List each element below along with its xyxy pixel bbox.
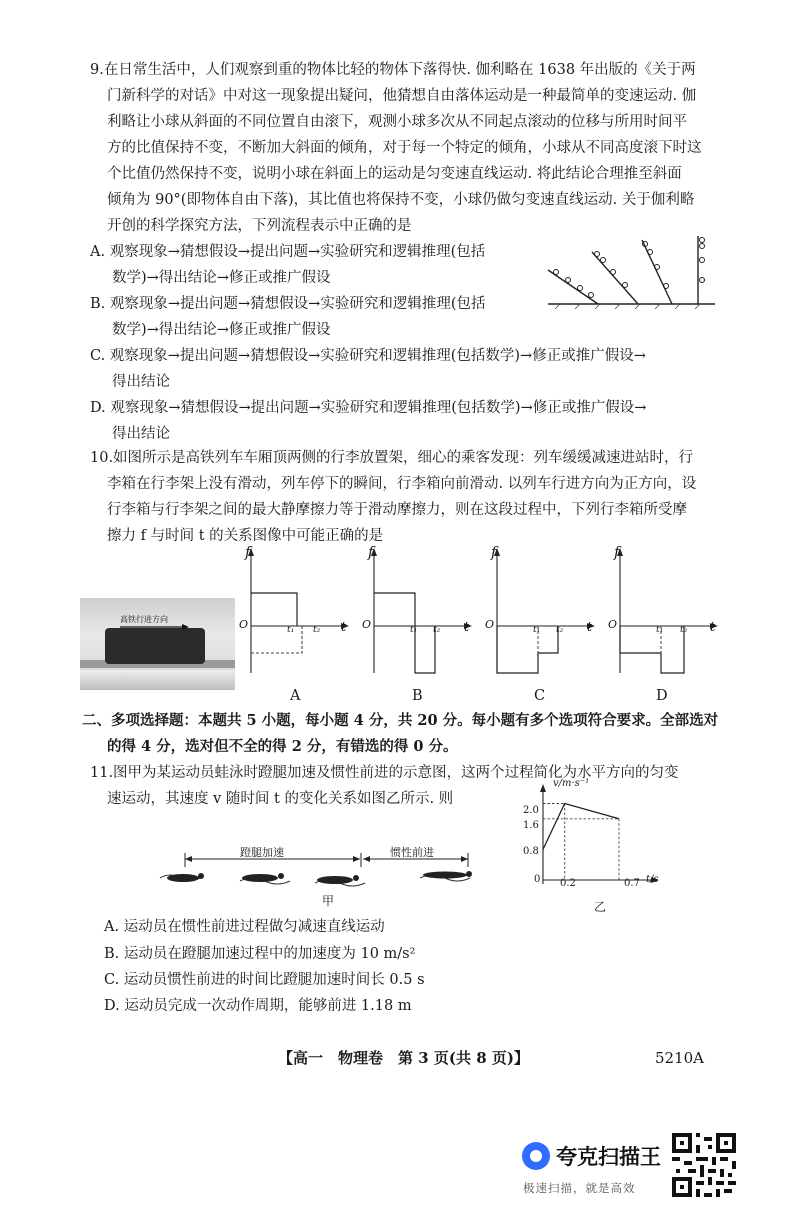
q9-option-d: D. 观察现象→猜想假设→提出问题→实验研究和逻辑推理(包括数学)→修正或推广假设→ [90,400,647,416]
q9-line-5: 个比值仍然保持不变，说明小球在斜面上的运动是匀变速直线运动. 将此结论合理推至斜面 [107,166,682,182]
qr-code-icon [672,1133,736,1197]
q11-option-c: C. 运动员惯性前进的时间比蹬腿加速时间长 0.5 s [104,972,425,988]
q11-line-2: 速运动，其速度 v 随时间 t 的变化关系如图乙所示. 则 [107,791,454,807]
graph-a-t1: t₁ [287,625,295,635]
graph-d-caption: D [656,688,668,704]
q10-line-3: 行李箱与行李架之间的最大静摩擦力等于滑动摩擦力，则在这段过程中，下列行李箱所受摩 [107,502,687,518]
train-direction-label: 高铁行进方向 [120,615,168,624]
graph-d-t2: t₂ [680,625,688,635]
graph-d-svg [606,548,724,678]
graph-b-t1: t₁ [410,625,418,635]
scanner-slogan: 极速扫描，就是高效 [523,1181,636,1195]
graph-b-svg [360,548,478,678]
graph-c-x-label: t [587,620,593,635]
q9-option-c-cont: 得出结论 [112,374,170,390]
q11-option-b: B. 运动员在蹬腿加速过程中的加速度为 10 m/s² [104,946,416,962]
graph-c-t1: t₁ [533,625,541,635]
graph-d-origin: O [608,618,618,631]
vt-x-axis-label: t/s [646,874,659,885]
graph-c-svg [483,548,601,678]
vt-y-tick-2.0: 2.0 [523,805,539,816]
graph-c-y-label: f [491,545,497,561]
q9-line-4: 方的比值保持不变，不断加大斜面的倾角，对于每一个特定的倾角，小球从不同高度滚下时这 [107,140,702,156]
q11-option-a: A. 运动员在惯性前进过程做匀减速直线运动 [104,919,385,935]
graph-b-t2: t₂ [433,625,441,635]
graph-a-y-label: f [245,545,251,561]
swimmer-diagram [155,845,485,895]
section-2-heading: 二、多项选择题：本题共 5 小题，每小题 4 分，共 20 分。每小题有多个选项符合要求。全部选对 [82,712,719,729]
graph-c-origin: O [485,618,495,631]
q9-option-c: C. 观察现象→提出问题→猜想假设→实验研究和逻辑推理(包括数学)→修正或推广假设→ [90,348,646,364]
graph-c-caption: C [534,688,546,704]
graph-b-caption: B [412,688,423,704]
scanner-logo-icon [522,1142,550,1170]
swim-label-kick: 蹬腿加速 [240,846,284,859]
vt-y-axis-label: v/m·s⁻¹ [553,778,590,789]
page-footer: 【高一 物理卷 第 3 页(共 8 页)】 [278,1049,529,1067]
q9-line-3: 利略让小球从斜面的不同位置自由滚下，观测小球多次从不同起点滚动的位移与所用时间平 [107,114,687,130]
figure-jia-label: 甲 [322,894,335,908]
suitcase-icon [105,628,205,664]
q11-option-d: D. 运动员完成一次动作周期，能够前进 1.18 m [104,998,412,1014]
vt-y-tick-0.8: 0.8 [523,846,539,857]
graph-b-x-label: t [464,620,470,635]
scanner-brand: 夸克扫描王 [556,1145,661,1169]
q11-line-1: 11.图甲为某运动员蛙泳时蹬腿加速及惯性前进的示意图，这两个过程简化为水平方向的匀变 [90,765,679,781]
graph-a-t2: t₂ [313,625,321,635]
graph-a-x-label: t [341,620,347,635]
q9-option-a-cont: 数学)→得出结论→修正或推广假设 [112,270,331,286]
graph-d-y-label: f [614,545,620,561]
graph-b-y-label: f [368,545,374,561]
graph-c-t2: t₂ [556,625,564,635]
figure-yi-label: 乙 [594,900,607,914]
inclined-planes-figure [540,232,720,312]
q9-option-d-cont: 得出结论 [112,426,170,442]
q9-line-7: 开创的科学探究方法，下列流程表示中正确的是 [107,218,412,234]
graph-d-x-label: t [710,620,716,635]
section-2-heading-cont: 的得 4 分，选对但不全的得 2 分，有错选的得 0 分。 [107,738,458,755]
q9-line-2: 门新科学的对话》中对这一现象提出疑问，他猜想自由落体运动是一种最简单的变速运动. 伽 [107,88,697,104]
graph-b-origin: O [362,618,372,631]
vt-x-tick-0.2: 0.2 [560,878,576,889]
direction-arrow-icon [120,623,190,631]
q9-option-b-cont: 数学)→得出结论→修正或推广假设 [112,322,331,338]
graph-a-caption: A [290,688,301,704]
q10-line-4: 擦力 f 与时间 t 的关系图像中可能正确的是 [107,528,384,544]
graph-a-svg [237,548,355,678]
luggage-rack-photo [80,598,235,690]
q9-option-a: A. 观察现象→猜想假设→提出问题→实验研究和逻辑推理(包括 [90,244,486,260]
q10-line-2: 李箱在行李架上没有滑动，列车停下的瞬间，行李箱向前滑动. 以列车行进方向为正方向，设 [107,476,697,492]
q9-option-b: B. 观察现象→提出问题→猜想假设→实验研究和逻辑推理(包括 [90,296,486,312]
graph-d-t1: t₁ [656,625,664,635]
q9-line-6: 倾角为 90°(即物体自由下落)，其比值也将保持不变，小球仍做匀变速直线运动. 关于伽利略 [107,192,695,208]
q10-line-1: 10.如图所示是高铁列车车厢顶两侧的行李放置架，细心的乘客发现：列车缓缓减速进站时，行 [90,450,694,466]
q9-line-1: 9.在日常生活中，人们观察到重的物体比轻的物体下落得快. 伽利略在 1638 年出版的《关于两 [90,62,696,78]
exam-code: 5210A [655,1049,705,1067]
vt-origin: 0 [534,874,541,885]
swim-label-glide: 惯性前进 [390,846,434,859]
vt-x-tick-0.7: 0.7 [624,878,640,889]
graph-a-origin: O [239,618,249,631]
vt-y-tick-1.6: 1.6 [523,820,539,831]
